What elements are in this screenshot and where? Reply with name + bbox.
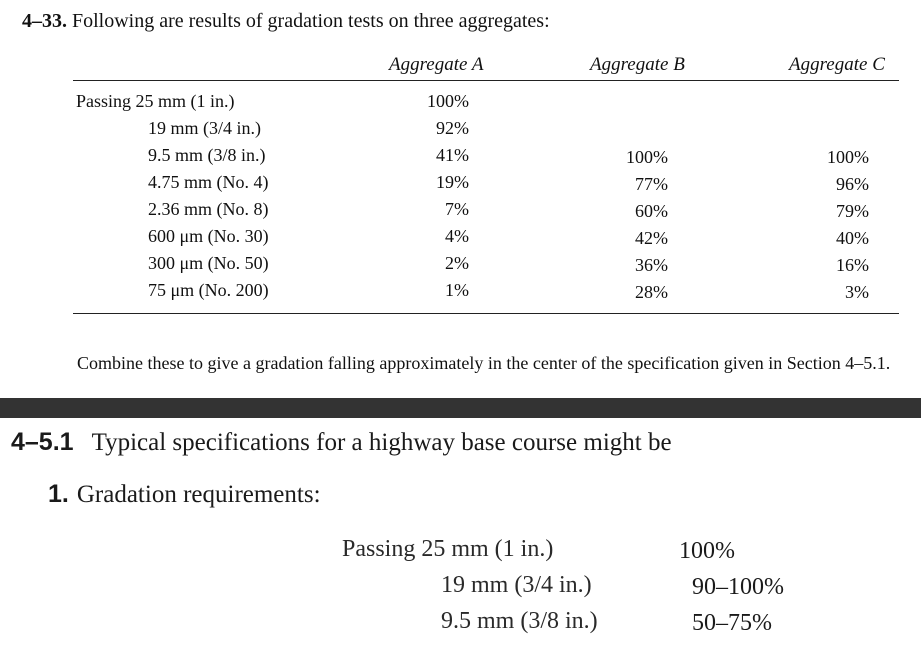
problem-number: 4–33. — [22, 10, 67, 32]
row-label: 9.5 mm (3/8 in.) — [148, 145, 266, 165]
cell-aggregate-b: 42% — [635, 228, 668, 248]
cell-aggregate-c: 100% — [827, 147, 869, 167]
cell-aggregate-a: 4% — [445, 226, 469, 246]
spec-label: 9.5 mm (3/8 in.) — [441, 608, 598, 634]
row-label: 300 μm (No. 50) — [148, 253, 269, 273]
cell-aggregate-a: 100% — [427, 91, 469, 111]
spec-label: Passing 25 mm (1 in.) — [342, 536, 554, 562]
cell-aggregate-b: 28% — [635, 282, 668, 302]
cell-aggregate-c: 79% — [836, 201, 869, 221]
row-label: 4.75 mm (No. 4) — [148, 172, 269, 192]
cell-aggregate-c: 40% — [836, 228, 869, 248]
section-4-5-1 — [0, 418, 921, 646]
cell-aggregate-a: 7% — [445, 199, 469, 219]
row-label: 75 μm (No. 200) — [148, 280, 269, 300]
column-header-aggregate-a: Aggregate A — [389, 54, 484, 75]
cell-aggregate-b: 36% — [635, 255, 668, 275]
spec-value: 90–100% — [692, 574, 784, 600]
cell-aggregate-b: 60% — [635, 201, 668, 221]
table-bottom-rule — [73, 313, 899, 314]
cell-aggregate-a: 41% — [436, 145, 469, 165]
section-number: 4–5.1 — [11, 428, 74, 456]
cell-aggregate-c: 96% — [836, 174, 869, 194]
cell-aggregate-c: 3% — [845, 282, 869, 302]
cell-aggregate-a: 1% — [445, 280, 469, 300]
requirement-heading — [48, 480, 321, 509]
spec-value: 100% — [679, 538, 735, 564]
spec-label: 19 mm (3/4 in.) — [441, 572, 592, 598]
problem-heading — [22, 10, 550, 33]
problem-instruction: Combine these to give a gradation falling approximately in the center of the specification given in Section 4–5.1. — [77, 353, 891, 373]
cell-aggregate-a: 92% — [436, 118, 469, 138]
requirement-text: Gradation requirements: — [76, 481, 321, 508]
section-divider — [0, 398, 921, 418]
cell-aggregate-c: 16% — [836, 255, 869, 275]
row-label: Passing 25 mm (1 in.) — [76, 91, 235, 111]
cell-aggregate-a: 2% — [445, 253, 469, 273]
section-text: Typical specifications for a highway base course might be — [91, 429, 672, 456]
problem-text: Following are results of gradation tests on three aggregates: — [72, 10, 550, 32]
cell-aggregate-b: 100% — [626, 147, 668, 167]
requirement-number: 1. — [48, 480, 69, 508]
row-label: 600 μm (No. 30) — [148, 226, 269, 246]
cell-aggregate-b: 77% — [635, 174, 668, 194]
section-heading — [11, 428, 672, 457]
column-header-aggregate-c: Aggregate C — [789, 54, 885, 75]
spec-value: 50–75% — [692, 610, 772, 636]
table-top-rule — [73, 80, 899, 81]
cell-aggregate-a: 19% — [436, 172, 469, 192]
row-label: 2.36 mm (No. 8) — [148, 199, 269, 219]
row-label: 19 mm (3/4 in.) — [148, 118, 261, 138]
column-header-aggregate-b: Aggregate B — [590, 54, 685, 75]
